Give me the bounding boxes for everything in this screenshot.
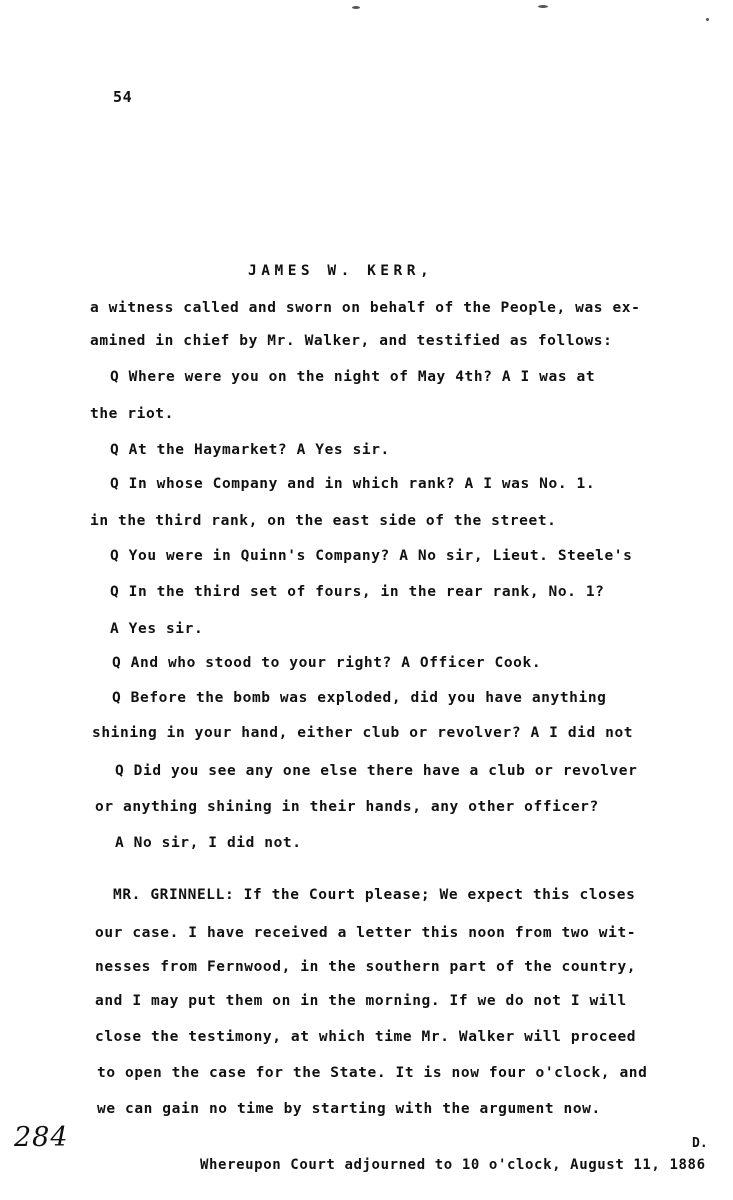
body-line: Q In the third set of fours, in the rear rank, No. 1? (110, 584, 605, 600)
page-number: 54 (113, 88, 133, 106)
body-line: A No sir, I did not. (115, 835, 302, 851)
body-line: and I may put them on in the morning. If we do not I will (95, 993, 627, 1009)
body-line: Q In whose Company and in which rank? A I was No. 1. (110, 476, 596, 492)
body-line: or anything shining in their hands, any other officer? (95, 799, 599, 815)
scan-speck (538, 5, 548, 8)
body-line: Q At the Haymarket? A Yes sir. (110, 442, 390, 458)
scan-speck (706, 18, 709, 21)
margin-mark: D. (692, 1136, 708, 1151)
body-line: to open the case for the State. It is now four o'clock, and (97, 1065, 648, 1081)
body-line: Q Where were you on the night of May 4th? A I was at (110, 369, 596, 385)
witness-heading: JAMES W. KERR, (248, 263, 434, 279)
body-line: shining in your hand, either club or revolver? A I did not (92, 725, 634, 741)
body-line: MR. GRINNELL: If the Court please; We expect this closes (113, 887, 636, 903)
body-line: amined in chief by Mr. Walker, and testified as follows: (90, 333, 613, 349)
body-line: in the third rank, on the east side of the street. (90, 513, 557, 529)
handwritten-number: 284 (14, 1122, 69, 1153)
body-line: Q And who stood to your right? A Officer Cook. (112, 655, 542, 671)
body-line: we can gain no time by starting with the argument now. (97, 1101, 601, 1117)
body-line: close the testimony, at which time Mr. Walker will proceed (95, 1029, 637, 1045)
body-line: Q Before the bomb was exploded, did you have anything (112, 690, 607, 706)
scan-speck (352, 6, 360, 9)
body-line: Q Did you see any one else there have a club or revolver (115, 763, 638, 779)
adjournment-line: Whereupon Court adjourned to 10 o'clock, August 11, 1886 (200, 1157, 706, 1173)
body-line: nesses from Fernwood, in the southern part of the country, (95, 959, 637, 975)
body-line: A Yes sir. (110, 621, 204, 637)
body-line: the riot. (90, 406, 174, 422)
body-line: Q You were in Quinn's Company? A No sir, Lieut. Steele's (110, 548, 633, 564)
body-line: a witness called and sworn on behalf of the People, was ex- (90, 300, 641, 316)
body-line: our case. I have received a letter this noon from two wit- (95, 925, 637, 941)
